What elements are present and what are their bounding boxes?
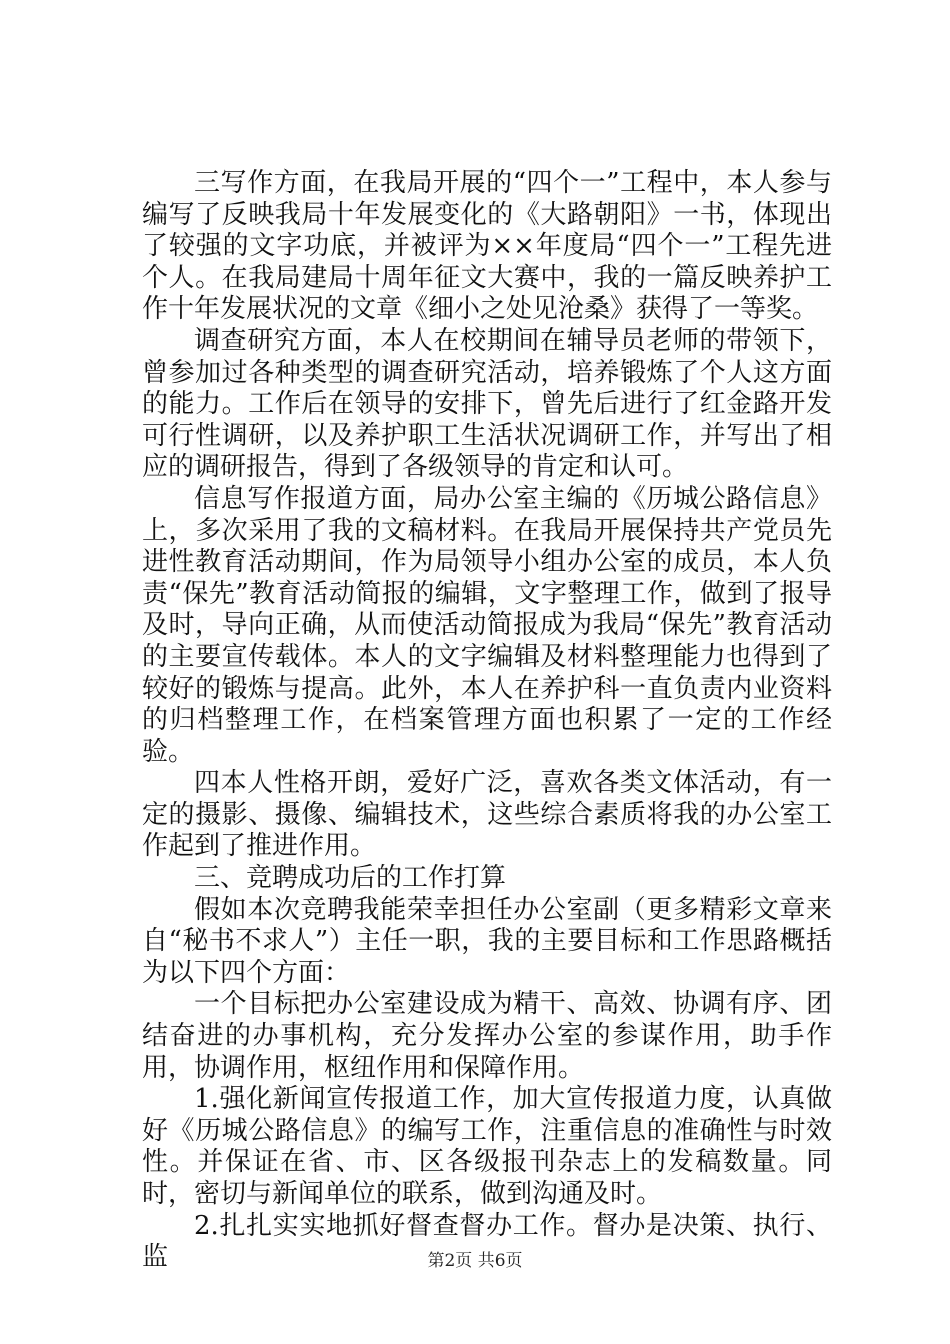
paragraph-writing: 三写作方面，在我局开展的“四个一”工程中，本人参与编写了反映我局十年发展变化的《大路朝阳》一书，体现出了较强的文字功底，并被评为××年度局“四个一”工程先进个人。在我局建局十周年征文大赛中，我的一篇反映养护工作十年发展状况的文章《细小之处见沧桑》获得了一等奖。 — [142, 168, 832, 325]
section-heading: 三、竞聘成功后的工作打算 — [194, 863, 507, 894]
body-text — [142, 168, 832, 1274]
page-footer: 第2页 共6页 — [427, 1251, 523, 1271]
paragraph-intro: 假如本次竞聘我能荣幸担任办公室副（更多精彩文章来自“秘书不求人”）主任一职，我的主要目标和工作思路概括为以下四个方面： — [142, 894, 832, 988]
paragraph-item-1: 1.强化新闻宣传报道工作，加大宣传报道力度，认真做好《历城公路信息》的编写工作，注重信息的准确性与时效性。并保证在省、市、区各级报刊杂志上的发稿数量。同时，密切与新闻单位的联系，做到沟通及时。 — [142, 1084, 832, 1209]
paragraph-item-2: 2.扎扎实实地抓好督查督办工作。督办是决策、执行、监 — [142, 1210, 832, 1273]
paragraph-personality: 四本人性格开朗，爱好广泛，喜欢各类文体活动，有一定的摄影、摄像、编辑技术，这些综合素质将我的办公室工作起到了推进作用。 — [142, 768, 832, 862]
paragraph-goal: 一个目标把办公室建设成为精干、高效、协调有序、团结奋进的办事机构，充分发挥办公室的参谋作用，助手作用，协调作用，枢纽作用和保障作用。 — [142, 989, 832, 1083]
paragraph-research: 调查研究方面，本人在校期间在辅导员老师的带领下，曾参加过各种类型的调查研究活动，培养锻炼了个人这方面的能力。工作后在领导的安排下，曾先后进行了红金路开发可行性调研，以及养护职工生活状况调研工作，并写出了相应的调研报告，得到了各级领导的肯定和认可。 — [142, 325, 832, 483]
paragraph-information-reporting: 信息写作报道方面，局办公室主编的《历城公路信息》上，多次采用了我的文稿材料。在我局开展保持共产党员先进性教育活动期间，作为局领导小组办公室的成员，本人负责“保先”教育活动简报的编辑，文字整理工作，做到了报导及时，导向正确，从而使活动简报成为我局“保先”教育活动的主要宣传载体。本人的文字编辑及材料整理能力也得到了较好的锻炼与提高。此外，本人在养护科一直负责内业资料的归档整理工作，在档案管理方面也积累了一定的工作经验。 — [142, 483, 832, 767]
